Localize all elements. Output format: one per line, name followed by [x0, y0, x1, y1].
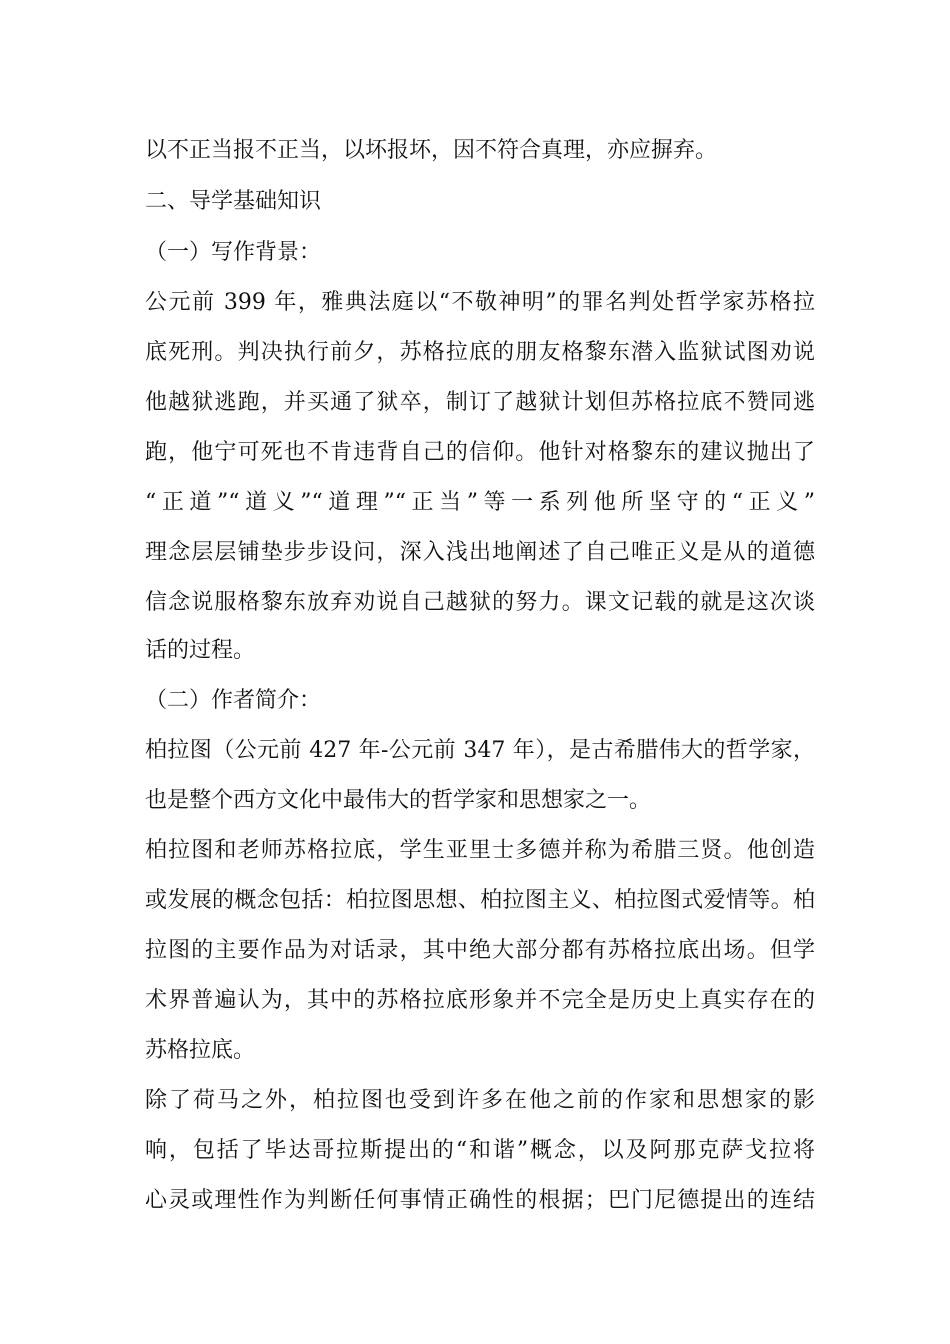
text-line: 也是整个西方文化中最伟大的哲学家和思想家之一。 [145, 788, 652, 813]
text-line: 柏拉图和老师苏格拉底，学生亚里士多德并称为希腊三贤。他创造 [145, 838, 815, 863]
text-line: 话的过程。 [145, 638, 256, 663]
text-line: 他越狱逃跑，并买通了狱卒，制订了越狱计划但苏格拉底不赞同逃 [145, 390, 815, 415]
text-line: 底死刑。判决执行前夕，苏格拉底的朋友格黎东潜入监狱试图劝说 [145, 340, 815, 365]
text-line: 或发展的概念包括：柏拉图思想、柏拉图主义、柏拉图式爱情等。柏 [145, 888, 815, 913]
text-line: 拉图的主要作品为对话录，其中绝大部分都有苏格拉底出场。但学 [145, 938, 815, 963]
text-line: “正道”“道义”“道理”“正当”等一系列他所坚守的“正义” [145, 490, 815, 515]
section-heading: 二、导学基础知识 [145, 189, 322, 214]
subsection-heading: （二）作者简介： [145, 688, 322, 713]
text-line: 心灵或理性作为判断任何事情正确性的根据；巴门尼德提出的连结 [145, 1188, 815, 1213]
text-line: 柏拉图（公元前 427 年-公元前 347 年），是古希腊伟大的哲学家， [145, 738, 815, 763]
text-line: 术界普遍认为，其中的苏格拉底形象并不完全是历史上真实存在的 [145, 988, 815, 1013]
text-line: 信念说服格黎东放弃劝说自己越狱的努力。课文记载的就是这次谈 [145, 590, 815, 615]
text-line: 公元前 399 年，雅典法庭以“不敬神明”的罪名判处哲学家苏格拉 [145, 290, 815, 315]
text-line: 以不正当报不正当，以坏报坏，因不符合真理，亦应摒弃。 [145, 138, 718, 163]
text-line: 理念层层铺垫步步设问，深入浅出地阐述了自己唯正义是从的道德 [145, 540, 815, 565]
text-line: 苏格拉底。 [145, 1038, 256, 1063]
text-line: 跑，他宁可死也不肯违背自己的信仰。他针对格黎东的建议抛出了 [145, 440, 815, 465]
subsection-heading: （一）写作背景： [145, 240, 322, 265]
text-line: 除了荷马之外，柏拉图也受到许多在他之前的作家和思想家的影 [145, 1088, 815, 1113]
text-line: 响，包括了毕达哥拉斯提出的“和谐”概念，以及阿那克萨戈拉将 [145, 1138, 815, 1163]
